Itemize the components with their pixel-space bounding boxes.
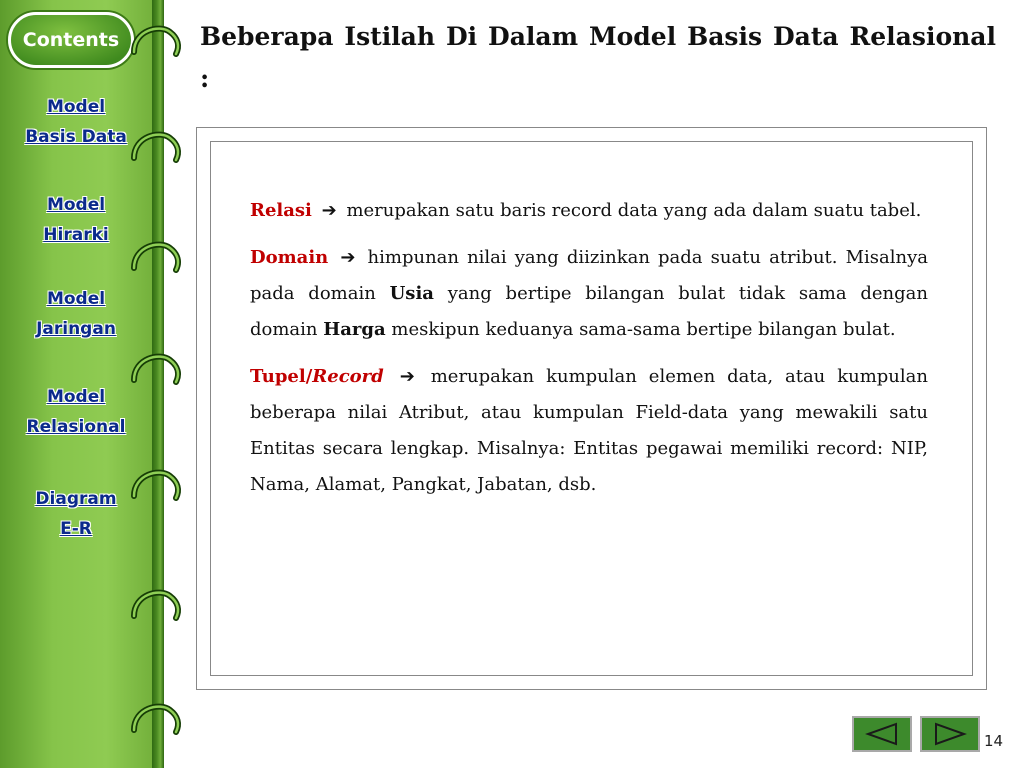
sidebar-item-label-line2: Jaringan [36, 319, 116, 339]
sidebar-item-label-line2: Basis Data [25, 127, 127, 147]
definition-text: meskipun keduanya sama-sama bertipe bilangan bulat. [391, 319, 896, 340]
definition-emphasis: Harga [323, 319, 386, 340]
term-tupel: Tupel/ [250, 366, 313, 387]
arrow-right-icon: ➔ [321, 200, 337, 221]
binder-ring-icon [130, 22, 186, 62]
next-slide-button[interactable] [920, 716, 980, 752]
definition-text: merupakan satu baris record data yang ada dalam suatu tabel. [346, 200, 922, 221]
definition-tupel [250, 359, 928, 503]
sidebar-item-label-line1: Model [46, 97, 106, 117]
definition-text: himpunan nilai yang diizinkan pada suatu atribut. Misalnya pada domain [250, 247, 928, 304]
definition-domain [250, 240, 928, 348]
sidebar-item-label-line2: Relasional [26, 417, 126, 437]
sidebar-item-label-line1: Model [46, 195, 106, 215]
definition-text: merupakan kumpulan elemen data, atau kumpulan beberapa nilai Atribut, atau kumpulan Field-data yang mewakili satu Entitas secara lengkap. Misalnya: Entitas pegawai memiliki record: NIP, Nama, Alamat, Pangkat, Jabatan, dsb. [250, 366, 928, 495]
page-number: 14 [984, 732, 1004, 750]
triangle-left-icon [863, 721, 901, 747]
term-record: Record [312, 366, 384, 387]
binder-ring-icon [130, 466, 186, 506]
term-relasi: Relasi [250, 200, 312, 221]
definition-text: yang bertipe bilangan bulat tidak sama dengan domain [250, 283, 928, 340]
sidebar-item-label-line2: E-R [60, 519, 92, 539]
contents-button[interactable]: Contents [8, 12, 134, 68]
binder-ring-icon [130, 128, 186, 168]
previous-slide-button[interactable] [852, 716, 912, 752]
binder-ring-icon [130, 700, 186, 740]
definition-emphasis: Usia [389, 283, 434, 304]
sidebar-item-label-line1: Model [46, 387, 106, 407]
sidebar-item-label-line2: Hirarki [43, 225, 109, 245]
sidebar-item-label-line1: Model [46, 289, 106, 309]
binder-ring-icon [130, 238, 186, 278]
binder-ring-icon [130, 586, 186, 626]
sidebar-item-model-relasional[interactable] [0, 382, 152, 442]
sidebar-item-model-jaringan[interactable] [0, 284, 152, 344]
page-title: Beberapa Istilah Di Dalam Model Basis Data Relasional : [200, 22, 996, 93]
arrow-right-icon: ➔ [340, 247, 356, 268]
definition-relasi [250, 193, 928, 229]
definitions-list [250, 193, 928, 514]
arrow-right-icon: ➔ [399, 366, 415, 387]
sidebar-item-label-line1: Diagram [35, 489, 117, 509]
triangle-right-icon [931, 721, 969, 747]
binder-ring-icon [130, 350, 186, 390]
term-domain: Domain [250, 247, 329, 268]
